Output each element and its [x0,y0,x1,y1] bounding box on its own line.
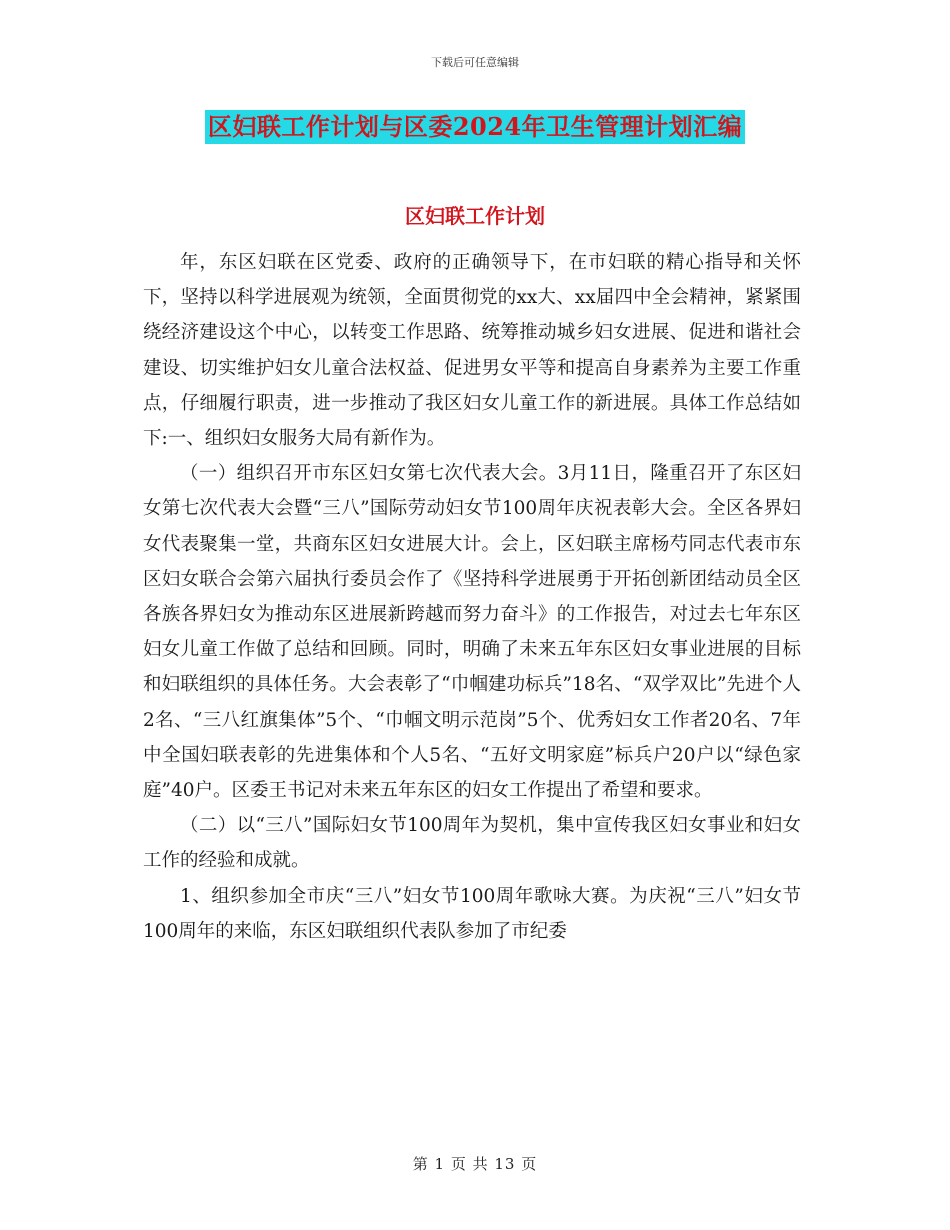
body-paragraph: 年，东区妇联在区党委、政府的正确领导下，在市妇联的精心指导和关怀下，坚持以科学进展观为统领，全面贯彻党的xx大、xx届四中全会精神，紧紧围绕经济建设这个中心，以转变工作思路、统筹推动城乡妇女进展、促进和谐社会建设、切实维护妇女儿童合法权益、促进男女平等和提高自身素养为主要工作重点，仔细履行职责，进一步推动了我区妇女儿童工作的新进展。具体工作总结如下:一、组织妇女服务大局有新作为。 [143,252,801,450]
document-title: 区妇联工作计划与区委2024年卫生管理计划汇编 [205,110,745,144]
page-header-note: 下载后可任意编辑 [431,56,519,69]
page-number-footer: 第 1 页 共 13 页 [412,1155,538,1173]
document-title-container [0,110,950,144]
body-paragraph: 1、组织参加全市庆“三八”妇女节100周年歌咏大赛。为庆祝“三八”妇女节100周年的来临，东区妇联组织代表队参加了市纪委 [143,885,801,942]
document-body [143,245,801,949]
body-paragraph: （一）组织召开市东区妇女第七次代表大会。3月11日，隆重召开了东区妇女第七次代表大会暨“三八”国际劳动妇女节100周年庆祝表彰大会。全区各界妇女代表聚集一堂，共商东区妇女进展大计。会上，区妇联主席杨芍同志代表市东区妇女联合会第六届执行委员会作了《坚持科学进展勇于开拓创新团结动员全区各族各界妇女为推动东区进展新跨越而努力奋斗》的工作报告，对过去七年东区妇女儿童工作做了总结和回顾。同时，明确了未来五年东区妇女事业进展的目标和妇联组织的具体任务。大会表彰了“巾帼建功标兵”18名、“双学双比”先进个人2名、“三八红旗集体”5个、“巾帼文明示范岗”5个、优秀妇女工作者20名、7年中全国妇联表彰的先进集体和个人5名、“五好文明家庭”标兵户20户以“绿色家庭”40户。区委王书记对未来五年东区的妇女工作提出了希望和要求。 [143,463,801,802]
section-title: 区妇联工作计划 [405,204,545,228]
body-paragraph: （二）以“三八”国际妇女节100周年为契机，集中宣传我区妇女事业和妇女工作的经验和成就。 [143,815,801,872]
